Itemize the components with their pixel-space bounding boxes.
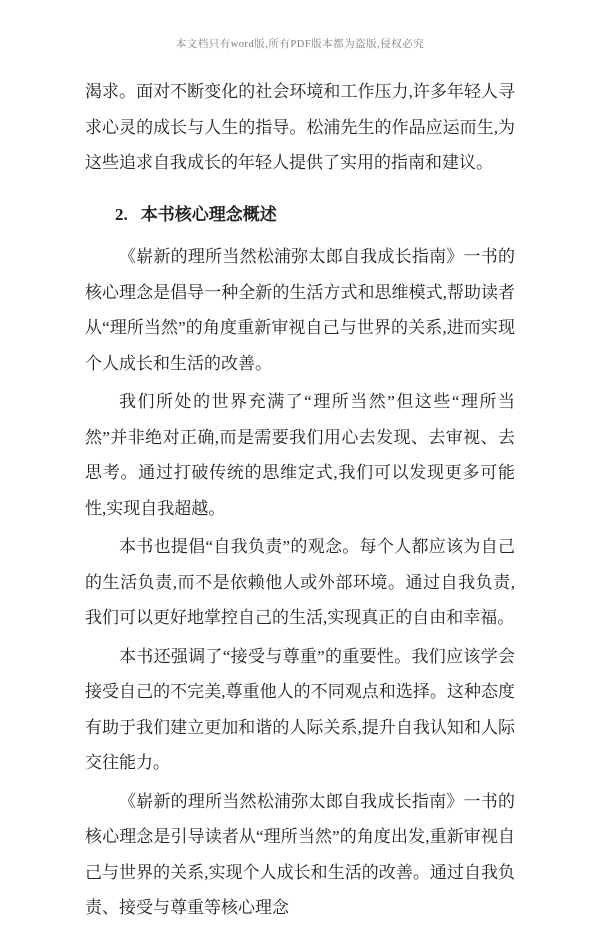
paragraph: 《崭新的理所当然松浦弥太郎自我成长指南》一书的核心理念是倡导一种全新的生活方式和思维模式,帮助读者从“理所当然”的角度重新审视自己与世界的关系,进而实现个人成长和生活的改善。 — [85, 247, 515, 373]
paragraph: 我们所处的世界充满了“理所当然”但这些“理所当然”并非绝对正确,而是需要我们用心去发现、去审视、去思考。通过打破传统的思维定式,我们可以发现更多可能性,实现自我超越。 — [85, 392, 515, 518]
paragraph: 本书还强调了“接受与尊重”的重要性。我们应该学会接受自己的不完美,尊重他人的不同观点和选择。这种态度有助于我们建立更加和谐的人际关系,提升自我认知和人际交往能力。 — [85, 646, 515, 772]
section-title: 本书核心理念概述 — [140, 204, 277, 224]
header-notice: 本文档只有word版,所有PDF版本都为盗版,侵权必究 — [175, 39, 425, 50]
paragraph-continuation: 渴求。面对不断变化的社会环境和工作压力,许多年轻人寻求心灵的成长与人生的指导。松浦先生的作品应运而生,为这些追求自我成长的年轻人提供了实用的指南和建议。 — [85, 82, 515, 172]
paragraph: 《崭新的理所当然松浦弥太郎自我成长指南》一书的核心理念是引导读者从“理所当然”的角度出发,重新审视自己与世界的关系,实现个人成长和生活的改善。通过自我负责、接受与尊重等核心理念 — [85, 791, 515, 917]
section-heading — [115, 197, 515, 233]
section-number: 2. — [115, 204, 128, 224]
paragraph: 本书也提倡“自我负责”的观念。每个人都应该为自己的生活负责,而不是依赖他人或外部环境。通过自我负责,我们可以更好地掌控自己的生活,实现真正的自由和幸福。 — [85, 537, 515, 627]
document-body — [85, 74, 515, 926]
